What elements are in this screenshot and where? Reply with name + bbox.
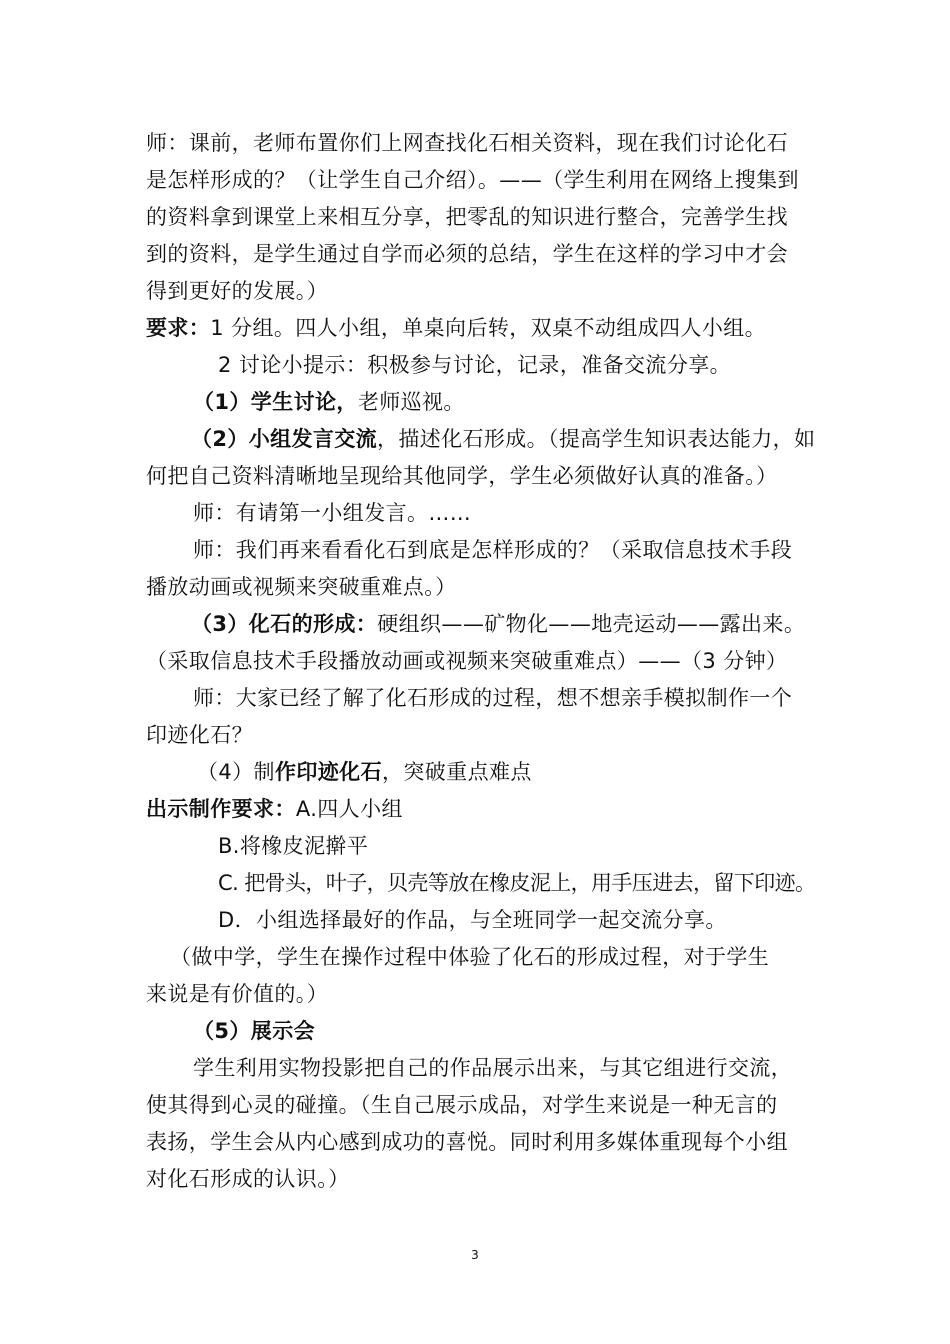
- discussion-tip: 2 讨论小提示：积极参与讨论，记录，准备交流分享。: [218, 353, 732, 377]
- step-3-text: 硬组织——矿物化——地壳运动——露出来。: [377, 612, 806, 636]
- step-5-heading: （5）展示会: [193, 1019, 316, 1043]
- paragraph-line: 到的资料，是学生通过自学而必须的总结，学生在这样的学习中才会: [146, 242, 788, 266]
- step-3-heading: （3）化石的形成：: [191, 612, 378, 636]
- step-4-heading: 作印迹化石: [274, 760, 382, 784]
- making-requirement-d: D．小组选择最好的作品，与全班同学一起交流分享。: [218, 908, 727, 932]
- page-number: 3: [471, 1248, 479, 1262]
- making-requirement-c: C. 把骨头，叶子，贝壳等放在橡皮泥上，用手压进去，留下印迹。: [218, 871, 816, 895]
- paragraph-line: 师：我们再来看看化石到底是怎样形成的？（采取信息技术手段: [193, 538, 793, 562]
- requirement-line: [146, 315, 766, 341]
- making-requirements: [146, 796, 403, 822]
- paragraph-line: 师：有请第一小组发言。……: [193, 501, 472, 525]
- requirement-text: 1 分组。四人小组，单桌向后转，双桌不动组成四人小组。: [210, 316, 767, 340]
- paragraph-line: 对化石形成的认识。）: [146, 1167, 350, 1191]
- paragraph-line: 播放动画或视频来突破重难点。）: [146, 575, 457, 599]
- making-requirement-a: A.四人小组: [295, 797, 403, 821]
- paragraph-line: 得到更好的发展。）: [146, 279, 329, 303]
- paragraph-line: 印迹化石？: [146, 723, 253, 747]
- step-2-heading: （2）小组发言交流: [191, 427, 377, 451]
- step-1-text: 老师巡视。: [357, 390, 465, 414]
- paragraph-line: 学生利用实物投影把自己的作品展示出来，与其它组进行交流，: [193, 1056, 793, 1080]
- paragraph-line: 师：大家已经了解了化石形成的过程，想不想亲手模拟制作一个: [193, 686, 793, 710]
- step-2-text: ，描述化石形成。（提高学生知识表达能力，如: [376, 427, 816, 451]
- paragraph-line: 来说是有价值的。）: [146, 982, 329, 1006]
- paragraph-line: 的资料拿到课堂上来相互分享，把零乱的知识进行整合，完善学生找: [146, 205, 788, 229]
- step-1-heading: （1）学生讨论，: [193, 390, 358, 414]
- paragraph-line: 何把自己资料清晰地呈现给其他同学，学生必须做好认真的准备。）: [146, 464, 778, 488]
- requirement-label: 要求：: [146, 316, 211, 340]
- paragraph-line: 使其得到心灵的碰撞。（生自己展示成品，对学生来说是一种无言的: [146, 1093, 778, 1117]
- making-requirements-label: 出示制作要求：: [146, 797, 296, 821]
- step-3: [191, 611, 805, 637]
- paragraph-line: 是怎样形成的？（让学生自己介绍）。——（学生利用在网络上搜集到: [146, 168, 799, 192]
- paragraph-line: 表扬，学生会从内心感到成功的喜悦。同时利用多媒体重现每个小组: [146, 1130, 788, 1154]
- step-4-text: ，突破重点难点: [381, 760, 532, 784]
- paragraph-line: （采取信息技术手段播放动画或视频来突破重难点）——（3 分钟）: [146, 649, 788, 673]
- step-4: [197, 759, 532, 785]
- step-4-prefix: （4）制: [197, 760, 275, 784]
- making-requirement-b: B.将橡皮泥擀平: [218, 834, 369, 858]
- step-2: [191, 426, 815, 452]
- paragraph-line: （做中学，学生在操作过程中体验了化石的形成过程，对于学生: [170, 945, 770, 969]
- paragraph-line: 师：课前，老师布置你们上网查找化石相关资料，现在我们讨论化石: [146, 131, 788, 155]
- step-1: [193, 389, 465, 415]
